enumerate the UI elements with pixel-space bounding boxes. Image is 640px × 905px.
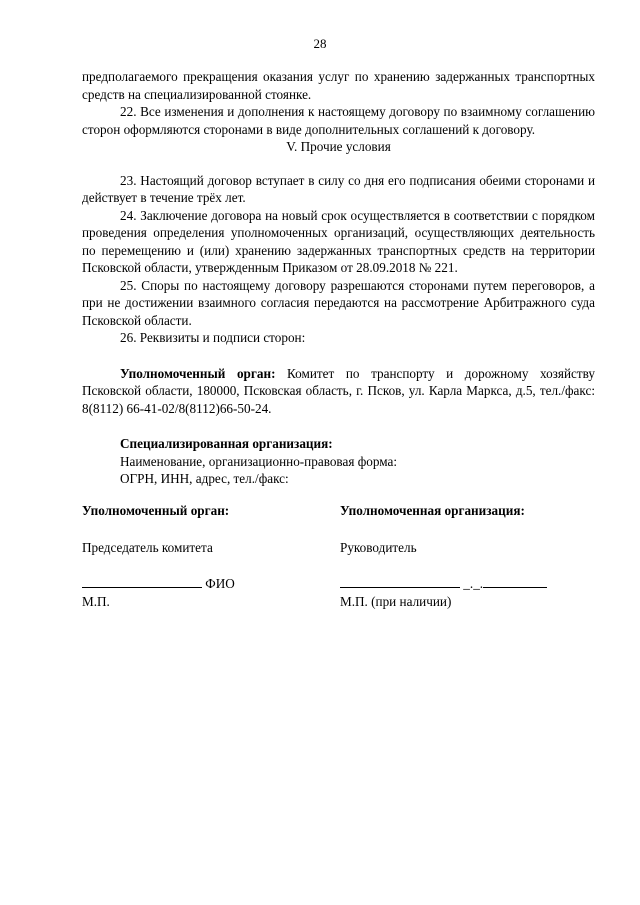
specialized-org-line-requisites: ОГРН, ИНН, адрес, тел./факс: bbox=[120, 471, 289, 486]
signature-authority-stamp: М.П. bbox=[82, 593, 110, 609]
authority-text: Комитет по транспорту и дорожному хозяйству Псковской области, 180000, Псковская область, г. Псков, ул. Карла Маркса, д.5, тел./факс: 8(8112) 66-41-02/8(8112)66-50-24. bbox=[82, 365, 595, 416]
signature-authority-fio: ФИО bbox=[205, 576, 235, 591]
authority-label: Уполномоченный орган: bbox=[120, 365, 276, 381]
paragraph-22: 22. Все изменения и дополнения к настоящему договору по взаимному соглашению сторон оформляются сторонами в виде дополнительных соглашений к договору. bbox=[82, 104, 595, 137]
signature-line bbox=[340, 575, 460, 588]
signature-line bbox=[82, 575, 202, 588]
signature-authority bbox=[82, 502, 332, 610]
authority-details bbox=[82, 365, 595, 418]
signature-organization-stamp: М.П. (при наличии) bbox=[340, 593, 452, 609]
paragraph-26: 26. Реквизиты и подписи сторон: bbox=[120, 330, 306, 345]
specialized-org-block bbox=[82, 435, 595, 488]
section-heading: V. Прочие условия bbox=[286, 139, 391, 154]
signature-authority-position: Председатель комитета bbox=[82, 539, 213, 555]
signature-authority-line-row bbox=[82, 575, 332, 593]
specialized-org-line-name: Наименование, организационно-правовая форма: bbox=[120, 453, 397, 469]
date-line bbox=[483, 575, 547, 588]
signature-organization-position: Руководитель bbox=[340, 539, 417, 555]
document-body bbox=[82, 68, 595, 488]
signature-organization-header: Уполномоченная организация: bbox=[340, 503, 525, 518]
signature-organization bbox=[340, 502, 595, 610]
signature-organization-date: _._. bbox=[463, 576, 484, 591]
paragraph-23: 23. Настоящий договор вступает в силу со дня его подписания обеими сторонами и действует в течение трёх лет. bbox=[82, 172, 595, 205]
signature-organization-line-row bbox=[340, 575, 595, 593]
paragraph-continuation: предполагаемого прекращения оказания услуг по хранению задержанных транспортных средств на специализированной стоянке. bbox=[82, 69, 595, 102]
page-number: 28 bbox=[313, 36, 327, 51]
signature-authority-header: Уполномоченный орган: bbox=[82, 503, 230, 518]
paragraph-24: 24. Заключение договора на новый срок осуществляется в соответствии с порядком проведения определения уполномоченных организаций, осуществляющих деятельность по перемещению и (или) хранению задержанных транспортных средств на территории Псковской области, утвержденным Приказом от 28.09.2018 № 221. bbox=[82, 207, 595, 275]
specialized-org-label: Специализированная организация: bbox=[120, 436, 333, 451]
paragraph-25: 25. Споры по настоящему договору разрешаются сторонами путем переговоров, а при не достижении взаимного согласия передаются на рассмотрение Арбитражного суда Псковской области. bbox=[82, 277, 595, 328]
